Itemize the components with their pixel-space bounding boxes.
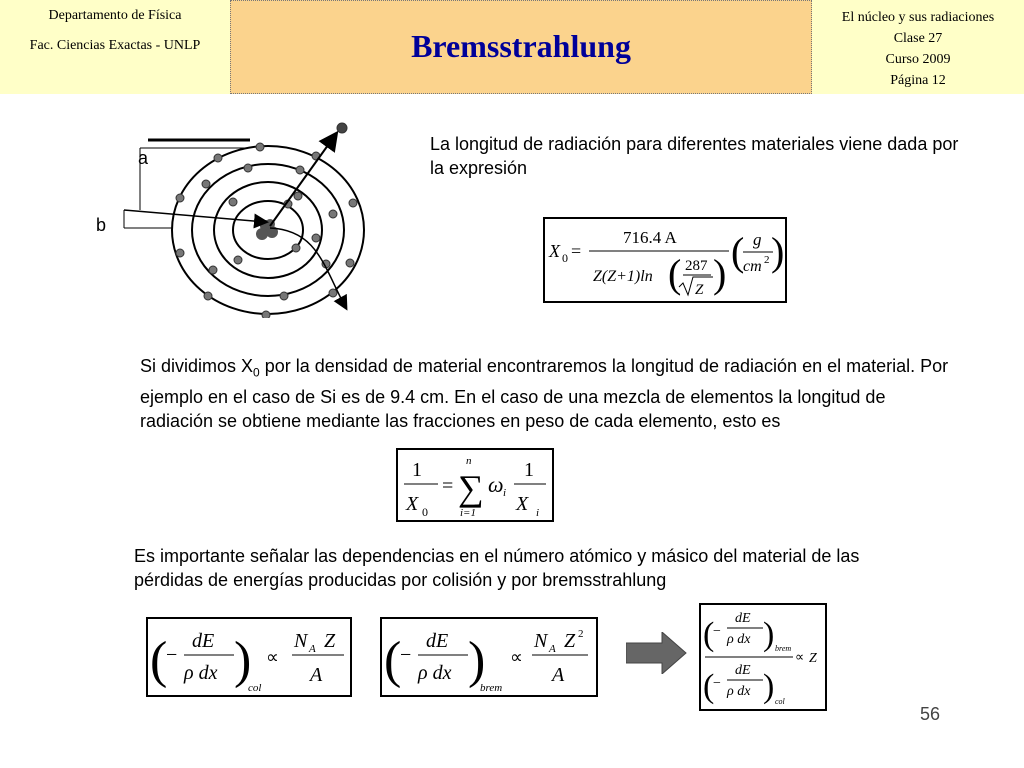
svg-text:716.4 A: 716.4 A xyxy=(623,228,677,247)
atom-diagram xyxy=(88,118,388,318)
header-right xyxy=(812,0,1024,94)
svg-text:A: A xyxy=(549,643,556,655)
svg-text:0: 0 xyxy=(422,505,428,519)
svg-text:brem: brem xyxy=(480,682,503,694)
svg-text:Z(Z+1)ln: Z(Z+1)ln xyxy=(593,268,653,285)
svg-text:ω: ω xyxy=(488,472,504,497)
svg-text:g: g xyxy=(753,230,762,249)
svg-text:i: i xyxy=(536,507,540,519)
collision-loss-formula xyxy=(146,617,352,697)
svg-text:X: X xyxy=(549,241,560,261)
svg-text:Z: Z xyxy=(809,651,817,666)
svg-text:col: col xyxy=(248,682,262,694)
svg-text:A: A xyxy=(310,664,323,686)
course-topic: El núcleo y sus radiaciones xyxy=(841,10,995,25)
svg-text:2: 2 xyxy=(764,254,770,266)
svg-text:i: i xyxy=(503,487,507,499)
dependencies-text: Es importante señalar las dependencias en el número atómico y másico del material de las pérdidas de energías producidas por colisión y por bremsstrahlung xyxy=(134,546,860,590)
svg-text:): ) xyxy=(713,251,727,296)
svg-text:Z: Z xyxy=(695,282,704,298)
svg-text:): ) xyxy=(763,668,775,705)
svg-text:N: N xyxy=(534,630,548,652)
svg-text:X: X xyxy=(516,493,529,515)
svg-text:1: 1 xyxy=(412,459,422,481)
slide-number: 56 xyxy=(920,704,941,724)
implies-arrow xyxy=(626,632,688,674)
radiation-length-formula xyxy=(543,217,787,303)
mixture-text: Si dividimos $X_0$ por la densidad de material encontraremos la longitud de radiación en el material. Por ejemplo en el caso de Si es de 9.4 cm. En el caso de una mezcla de elementos la longitud de radiación se obtiene mediante las fracciones en peso de cada elemento, esto es xyxy=(140,356,949,431)
svg-text:ρ dx: ρ dx xyxy=(727,684,751,699)
svg-text:n: n xyxy=(466,455,472,467)
svg-text:Z: Z xyxy=(324,630,336,652)
svg-text:cm: cm xyxy=(743,258,762,275)
svg-text:): ) xyxy=(771,229,785,274)
svg-text:(: ( xyxy=(731,229,745,274)
svg-text:ρ dx: ρ dx xyxy=(184,662,218,684)
svg-text:−: − xyxy=(400,644,412,666)
svg-text:(: ( xyxy=(703,668,715,705)
page-label: Página 12 xyxy=(890,73,946,88)
svg-text:287: 287 xyxy=(685,258,708,274)
svg-text:2: 2 xyxy=(578,628,584,640)
svg-text:dE: dE xyxy=(192,630,215,652)
x0-subscript: 0 xyxy=(253,365,260,380)
svg-text:=: = xyxy=(442,475,454,497)
intro-text: La longitud de radiación para diferentes materiales viene dada por la expresión xyxy=(430,134,959,178)
svg-text:N: N xyxy=(294,630,308,652)
mixture-sum-formula xyxy=(396,448,554,522)
svg-text:(: ( xyxy=(668,251,682,296)
brems-loss-formula xyxy=(380,617,598,697)
svg-text:(: ( xyxy=(703,616,715,653)
svg-text:(: ( xyxy=(150,632,168,689)
svg-text:): ) xyxy=(763,616,775,653)
svg-text:∝: ∝ xyxy=(266,647,279,667)
label-a: a xyxy=(138,148,149,168)
class-number: Clase 27 xyxy=(893,31,943,46)
department-name: Departamento de Física xyxy=(48,8,182,23)
label-b: b xyxy=(96,215,107,235)
svg-text:): ) xyxy=(234,632,252,689)
svg-text:A: A xyxy=(552,664,565,686)
svg-text:−: − xyxy=(166,644,178,666)
svg-text:0: 0 xyxy=(562,251,568,265)
svg-text:i=1: i=1 xyxy=(460,507,476,519)
page-title: Bremsstrahlung xyxy=(411,28,631,64)
svg-text:−: − xyxy=(713,676,721,691)
svg-text:ρ dx: ρ dx xyxy=(418,662,452,684)
svg-text:=: = xyxy=(571,241,582,261)
svg-text:−: − xyxy=(713,624,721,639)
loss-ratio-formula xyxy=(699,603,827,711)
svg-text:A: A xyxy=(309,643,316,655)
course-year: Curso 2009 xyxy=(885,52,951,67)
svg-text:∑: ∑ xyxy=(458,468,484,508)
svg-text:∝: ∝ xyxy=(795,649,805,664)
svg-text:Z: Z xyxy=(564,630,576,652)
svg-text:(: ( xyxy=(384,632,402,689)
header-left xyxy=(0,0,230,94)
svg-text:dE: dE xyxy=(735,611,751,626)
svg-text:X: X xyxy=(406,493,419,515)
svg-text:col: col xyxy=(775,697,785,706)
svg-text:dE: dE xyxy=(426,630,449,652)
svg-text:brem: brem xyxy=(775,644,792,653)
svg-text:): ) xyxy=(468,632,486,689)
svg-text:ρ dx: ρ dx xyxy=(727,632,751,647)
svg-text:dE: dE xyxy=(735,663,751,678)
svg-text:1: 1 xyxy=(524,459,534,481)
faculty-name: Fac. Ciencias Exactas - UNLP xyxy=(29,38,201,53)
svg-text:∝: ∝ xyxy=(510,647,523,667)
header-title-box xyxy=(230,0,812,94)
